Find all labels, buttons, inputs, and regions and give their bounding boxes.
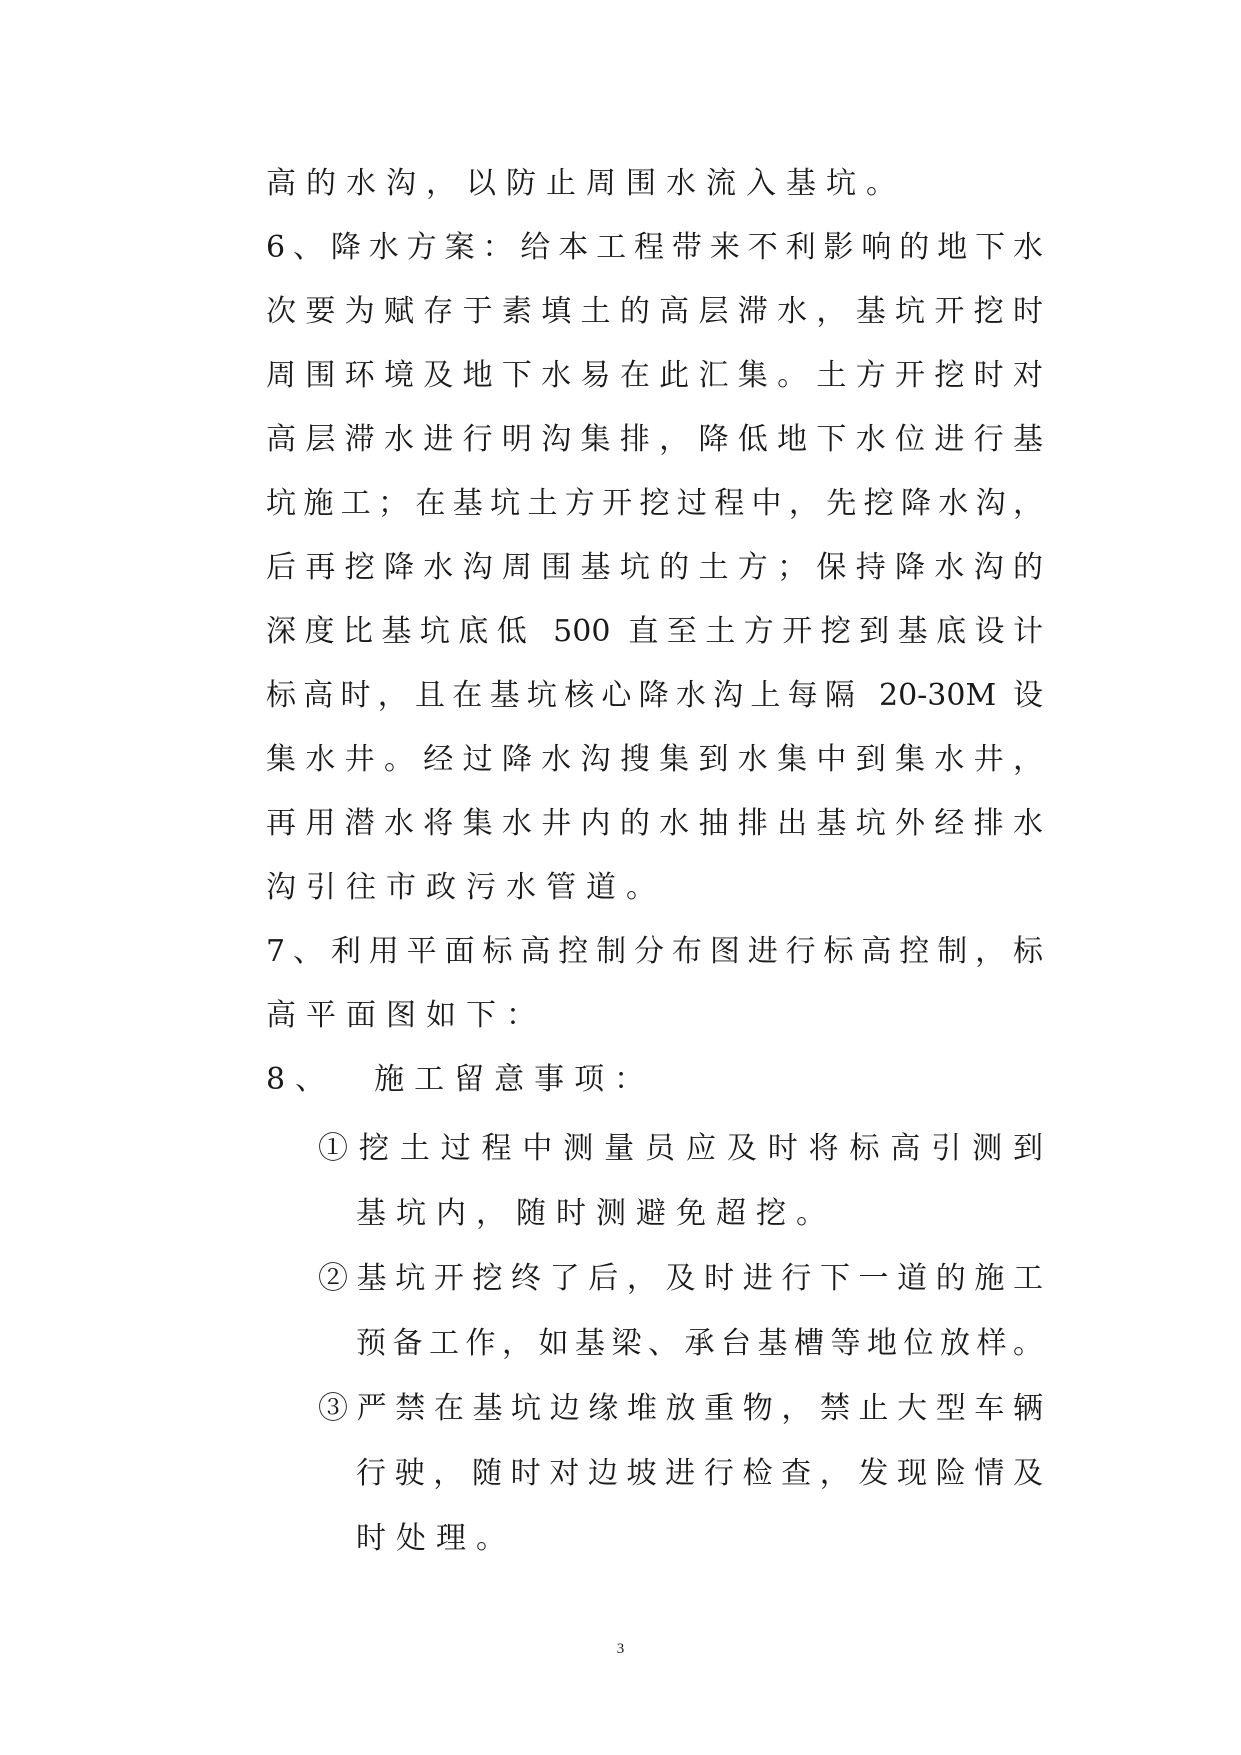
list-item-3-continued: 行驶，随时对边坡进行检查，发现险情及 — [356, 1456, 1043, 1491]
list-item-1: ①挖土过程中测量员应及时将标高引测到 — [318, 1131, 1043, 1166]
text-line-13: 7、利用平面标高控制分布图进行标高控制，标 — [266, 934, 1043, 969]
text-line-9: 标高时，且在基坑核心降水沟上每隔 20-30M 设 — [266, 678, 1043, 713]
list-item-2: ②基坑开挖终了后，及时进行下一道的施工 — [318, 1261, 1043, 1296]
text-line-12: 沟引往市政污水管道。 — [266, 870, 666, 905]
text-line-14: 高平面图如下： — [266, 998, 546, 1033]
text-line-7: 后再挖降水沟周围基坑的土方；保持降水沟的 — [266, 550, 1043, 585]
text-line-5: 高层滞水进行明沟集排，降低地下水位进行基 — [266, 422, 1043, 457]
text-line-2: 6、降水方案：给本工程带来不利影响的地下水 — [266, 230, 1043, 265]
text-line-6: 坑施工；在基坑土方开挖过程中，先挖降水沟， — [266, 486, 1043, 521]
text-line-1: 高的水沟，以防止周围水流入基坑。 — [266, 166, 906, 201]
text-line-10: 集水井。经过降水沟搜集到水集中到集水井， — [266, 742, 1043, 777]
list-item-2-continued: 预备工作，如基梁、承台基槽等地位放样。 — [356, 1326, 1043, 1361]
list-item-3: ③严禁在基坑边缘堆放重物，禁止大型车辆 — [318, 1391, 1043, 1426]
text-line-3: 次要为赋存于素填土的高层滞水，基坑开挖时 — [266, 294, 1043, 329]
text-line-4: 周围环境及地下水易在此汇集。土方开挖时对 — [266, 358, 1043, 393]
page-number: 3 — [616, 1641, 625, 1657]
section-heading-8: 8、 施工留意事项： — [266, 1062, 655, 1097]
text-line-11: 再用潜水将集水井内的水抽排出基坑外经排水 — [266, 806, 1043, 841]
text-line-8: 深度比基坑底低 500 直至土方开挖到基底设计 — [266, 614, 1043, 649]
list-item-3-end: 时处理。 — [356, 1521, 516, 1556]
list-item-1-continued: 基坑内，随时测避免超挖。 — [356, 1196, 836, 1231]
